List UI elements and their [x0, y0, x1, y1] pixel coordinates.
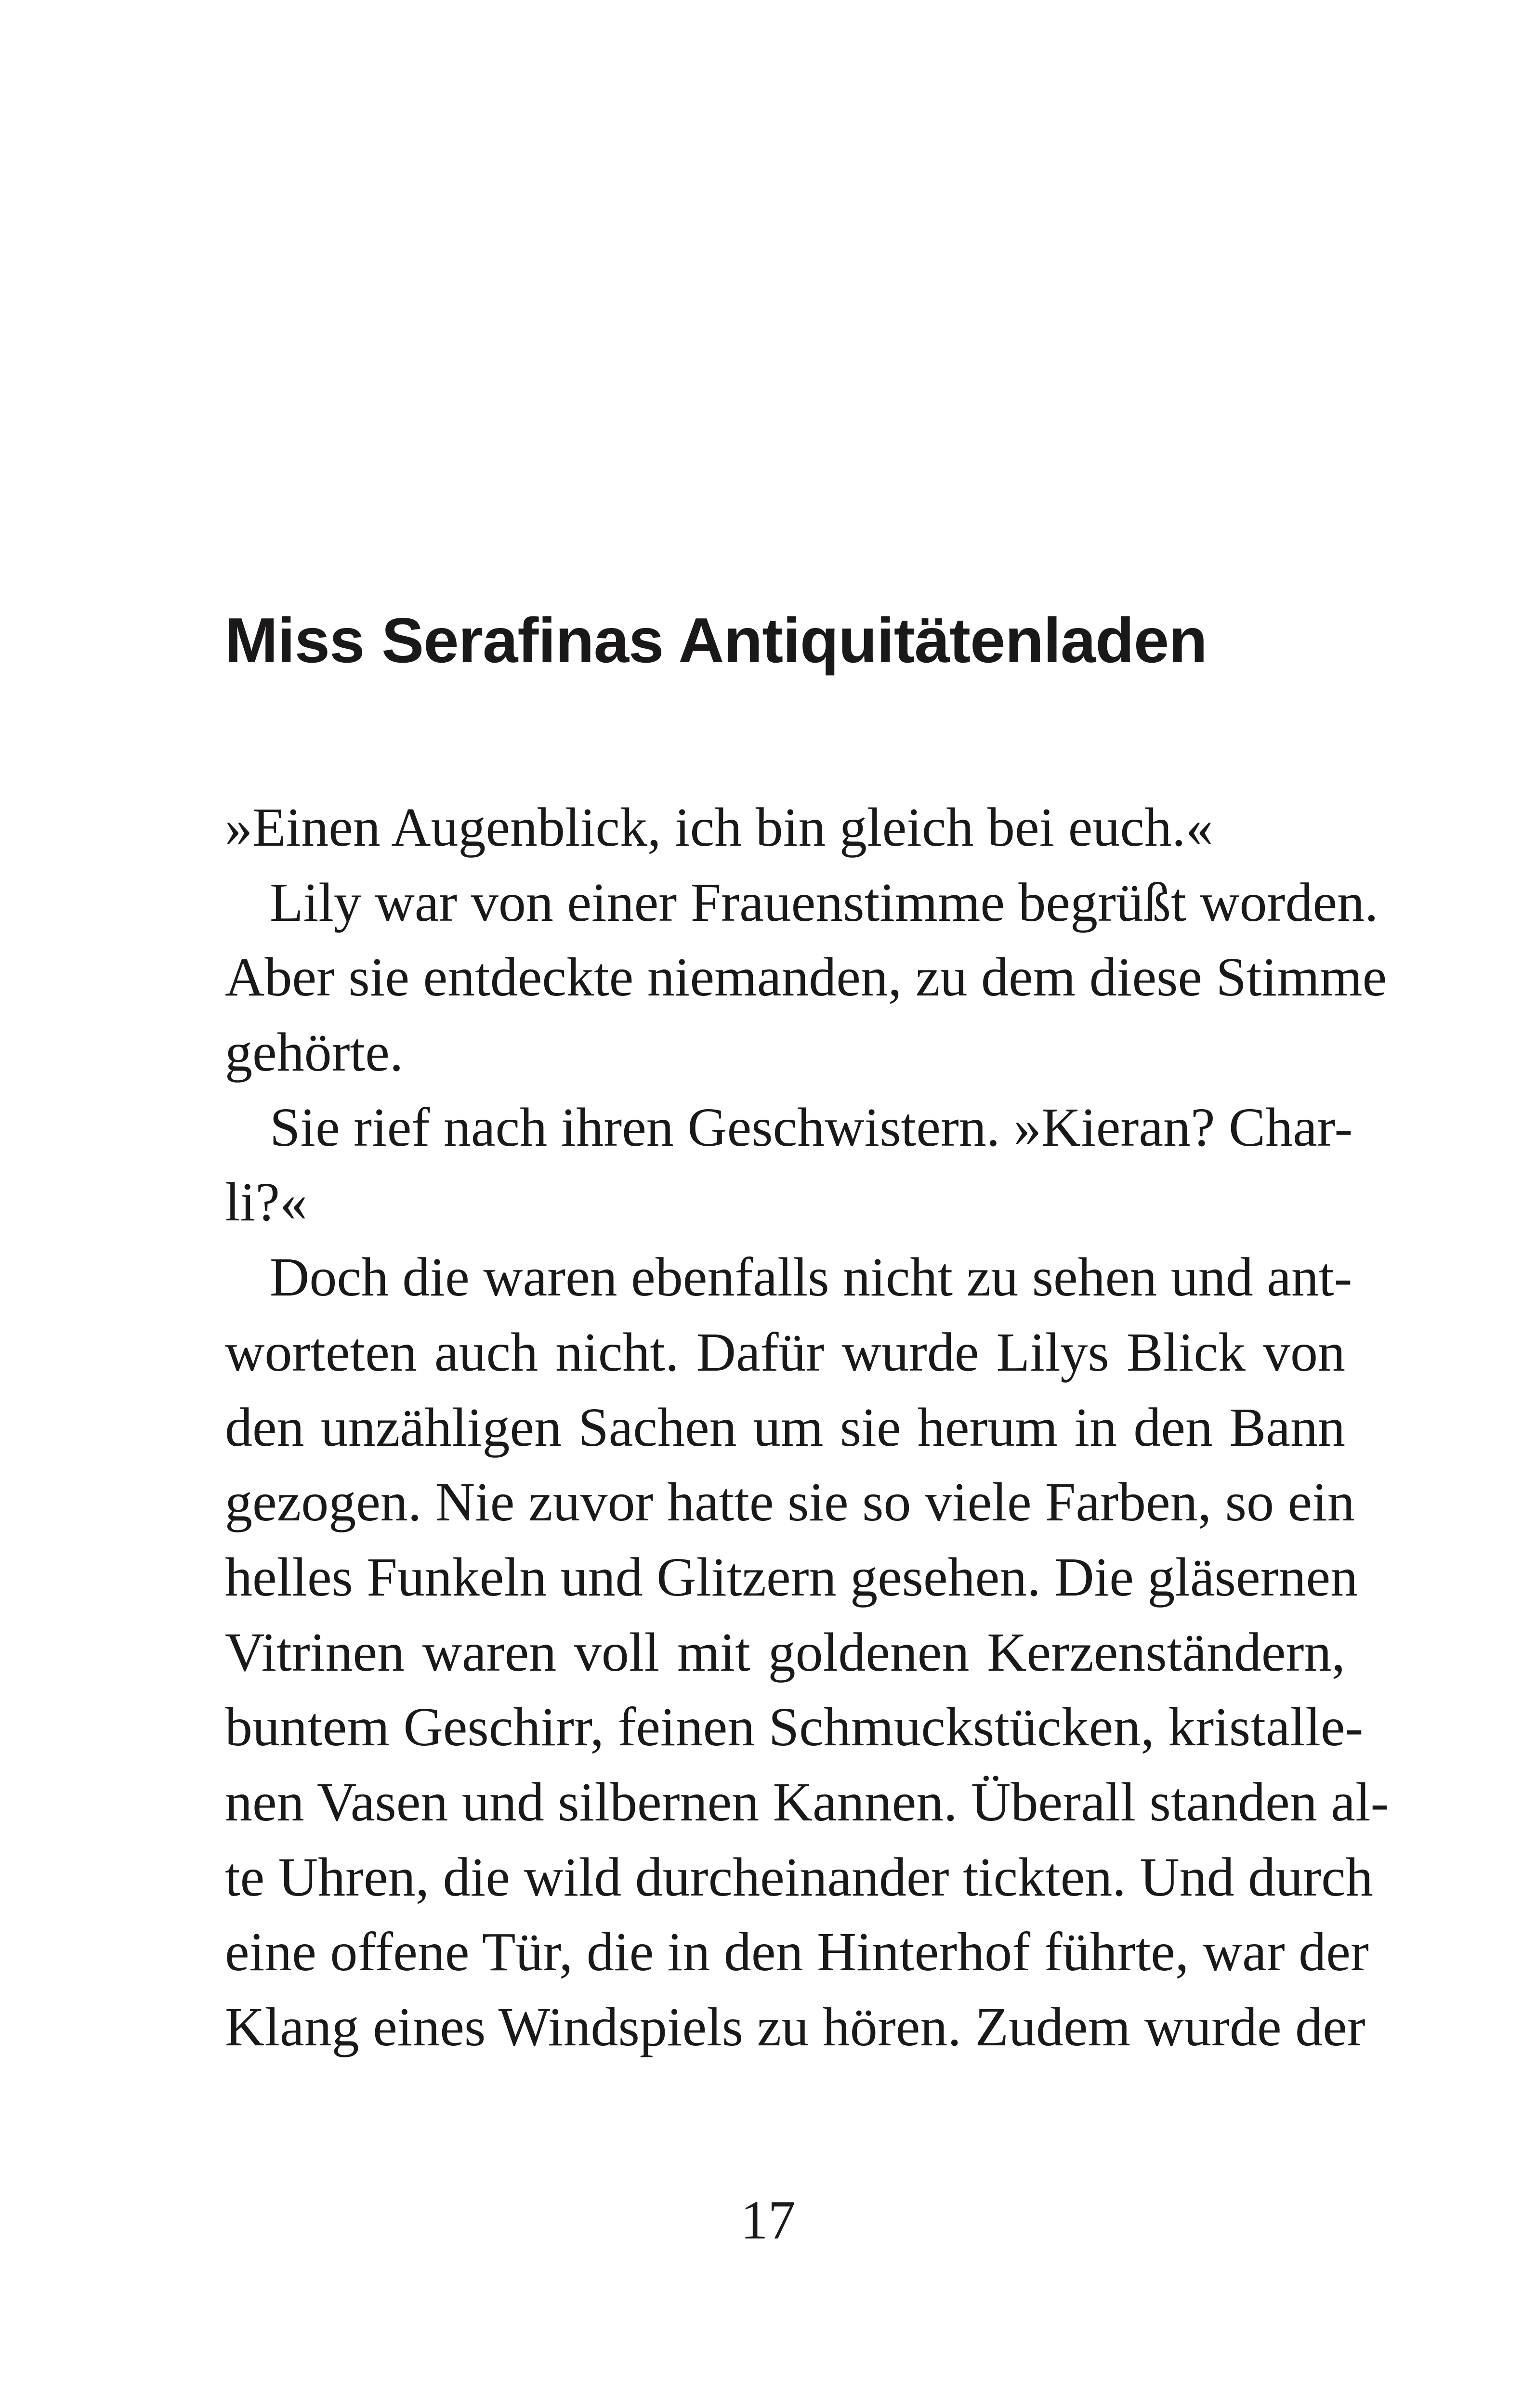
- text-line: Vitrinen waren voll mit goldenen Kerzenständern,: [225, 1621, 1345, 1683]
- text-line: Doch die waren ebenfalls nicht zu sehen und ant-: [270, 1246, 1352, 1308]
- text-line: worteten auch nicht. Dafür wurde Lilys Blick von: [225, 1321, 1345, 1383]
- text-line: »Einen Augenblick, ich bin gleich bei euch.«: [225, 797, 1213, 858]
- text-line: gezogen. Nie zuvor hatte sie so viele Farben, so ein: [225, 1471, 1355, 1533]
- text-line: buntem Geschirr, feinen Schmuckstücken, kristalle-: [225, 1696, 1364, 1758]
- page-number: 17: [740, 2189, 796, 2251]
- text-line: nen Vasen und silbernen Kannen. Überall standen al-: [225, 1771, 1389, 1832]
- body-text: [225, 790, 1389, 2065]
- text-line: Klang eines Windspiels zu hören. Zudem wurde der: [225, 1996, 1365, 2057]
- chapter-title: Miss Serafinas Antiquitätenladen: [225, 605, 1207, 676]
- text-line: gehörte.: [225, 1021, 404, 1083]
- text-line: te Uhren, die wild durcheinander tickten. Und durch: [225, 1846, 1373, 1908]
- text-line: Sie rief nach ihren Geschwistern. »Kieran? Char-: [270, 1096, 1353, 1158]
- text-line: eine offene Tür, die in den Hinterhof führte, war der: [225, 1921, 1369, 1983]
- text-line: den unzähligen Sachen um sie herum in den Bann: [225, 1396, 1345, 1458]
- text-line: Aber sie entdeckte niemanden, zu dem diese Stimme: [225, 946, 1387, 1008]
- text-line: li?«: [225, 1171, 307, 1233]
- text-line: helles Funkeln und Glitzern gesehen. Die gläsernen: [225, 1546, 1358, 1608]
- text-line: Lily war von einer Frauenstimme begrüßt worden.: [270, 871, 1378, 933]
